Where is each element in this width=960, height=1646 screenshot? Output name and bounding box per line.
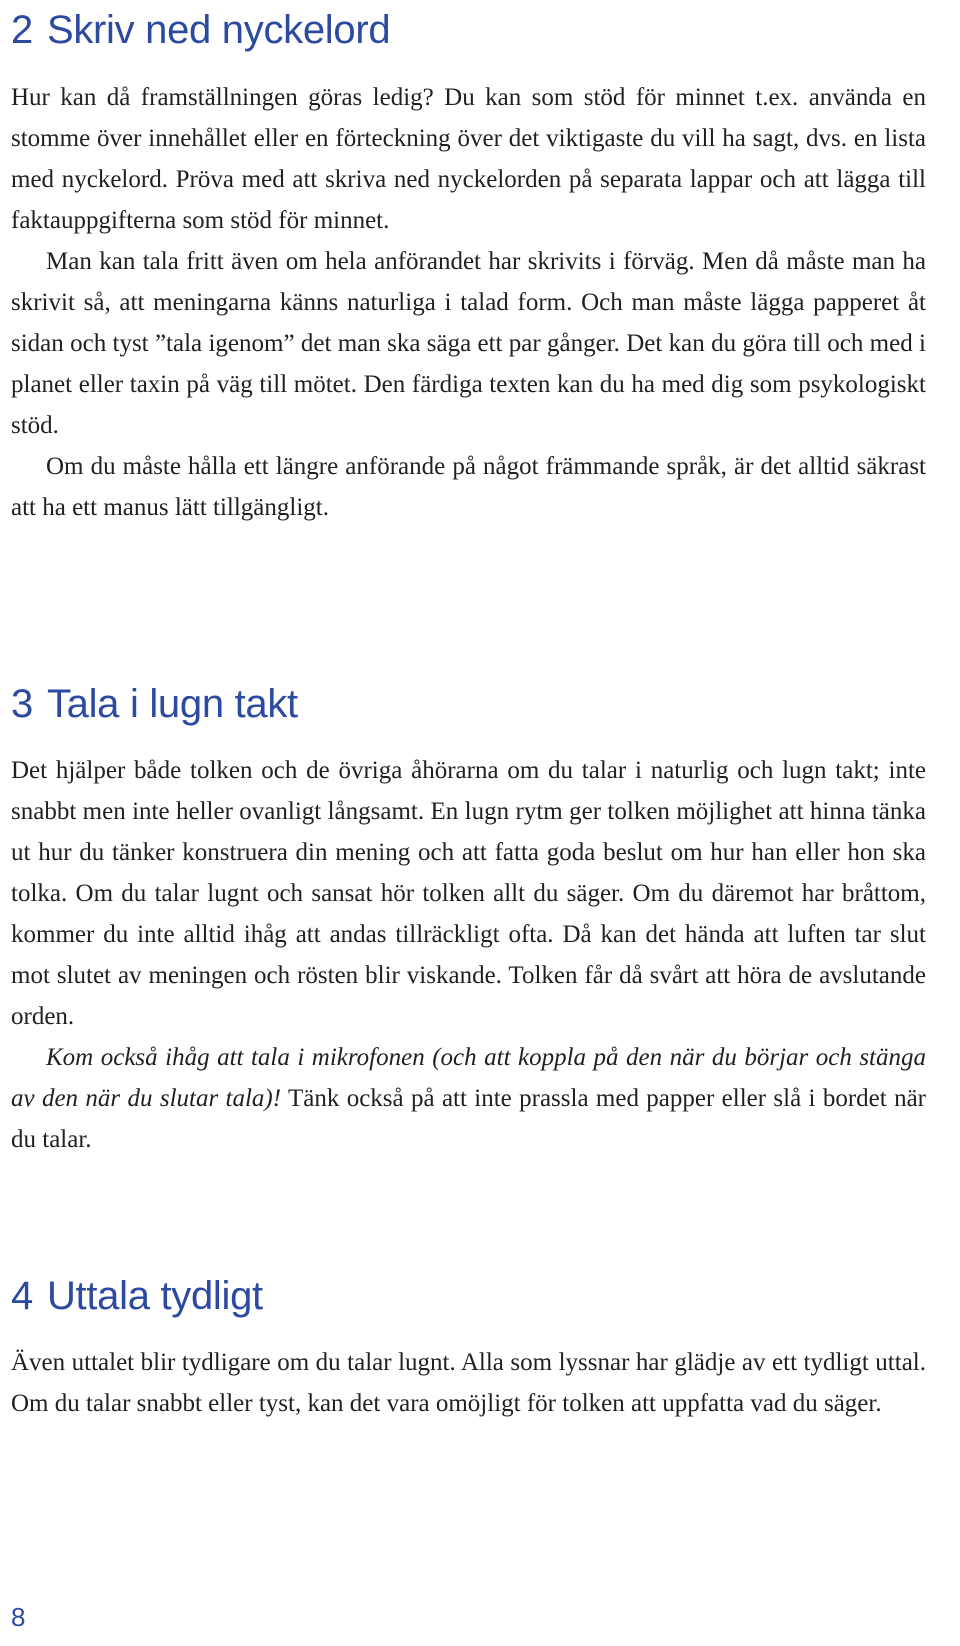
section-2-heading [11,6,390,54]
paragraph: Hur kan då framställningen göras ledig? Du kan som stöd för minnet t.ex. använda en stomme över innehållet eller en förteckning över det viktigaste du vill ha sagt, dvs. en lista med nyckelord. Pröva med att skriva ned nyckelorden på separata lappar och att lägga till faktauppgifterna som stöd för minnet. [11,84,926,234]
section-title: Tala i lugn takt [46,682,298,726]
paragraph-tail: Tänk också på att inte prassla med papper eller slå i bordet när du talar. [11,1085,926,1153]
section-3-body [11,750,926,1160]
section-4-body [11,1342,926,1424]
section-3-heading [11,680,298,728]
paragraph: Om du måste hålla ett längre anförande på något främmande språk, är det alltid säkrast att ha ett manus lätt tillgängligt. [11,453,926,521]
section-2-body [11,77,926,528]
paragraph-with-emphasis [11,1037,926,1160]
section-number: 4 [11,1274,33,1318]
section-4-heading [11,1272,263,1320]
page-number: 8 [11,1602,26,1632]
section-number: 3 [11,682,33,726]
section-number: 2 [11,8,33,52]
paragraph: Man kan tala fritt även om hela anförandet har skrivits i förväg. Men då måste man ha skrivit så, att meningarna känns naturliga i talad form. Och man måste lägga papperet åt sidan och tyst ”tala igenom” det man ska säga ett par gånger. Det kan du göra till och med i planet eller taxin på väg till mötet. Den färdiga texten kan du ha med dig som psykologiskt stöd. [11,248,926,439]
section-title: Skriv ned nyckelord [46,8,391,52]
section-title: Uttala tydligt [46,1274,263,1318]
paragraph: Det hjälper både tolken och de övriga åhörarna om du talar i naturlig och lugn takt; inte snabbt men inte heller ovanligt långsamt. En lugn rytm ger tolken möjlighet att hinna tänka ut hur du tänker konstruera din mening och att fatta goda beslut om hur han eller hon ska tolka. Om du talar lugnt och sansat hör tolken allt du säger. Om du däremot har bråttom, kommer du inte alltid ihåg att andas tillräckligt ofta. Då kan det hända att luften tar slut mot slutet av meningen och rösten blir viskande. Tolken får då svårt att höra de avslutande orden. [11,757,926,1030]
paragraph: Även uttalet blir tydligare om du talar lugnt. Alla som lyssnar har glädje av ett tydligt uttal. Om du talar snabbt eller tyst, kan det vara omöjligt för tolken att uppfatta vad du säger. [11,1349,926,1417]
emphasized-text: Kom också ihåg att tala i mikrofonen (och att koppla på den när du börjar och stänga av den när du slutar tala)! [11,1044,926,1112]
